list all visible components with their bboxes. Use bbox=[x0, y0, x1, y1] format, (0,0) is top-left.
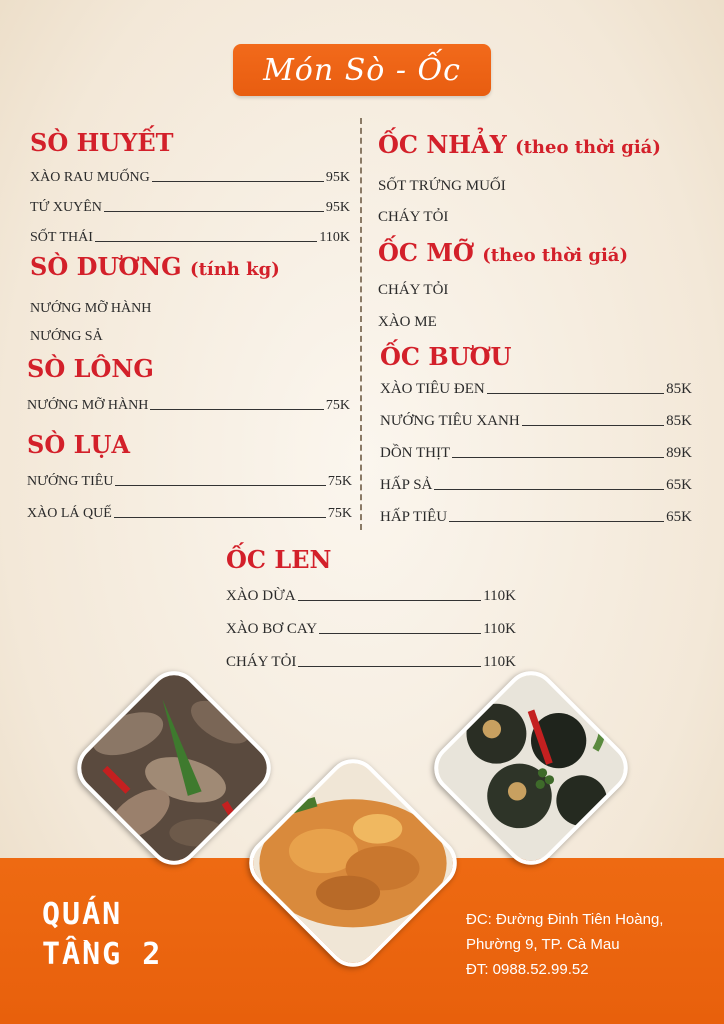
menu-item: NƯỚNG MỠ HÀNH bbox=[30, 301, 152, 316]
menu-item: CHÁY TỎI bbox=[378, 209, 449, 225]
section-title: ỐC MỠ (theo thời giá) bbox=[378, 238, 628, 267]
column-divider bbox=[360, 118, 362, 530]
address-line: ĐC: Đường Đinh Tiên Hoàng, bbox=[466, 911, 664, 928]
menu-item: SỐT TRỨNG MUỐI bbox=[378, 178, 506, 194]
menu-item: HẤP TIÊU 65K bbox=[380, 509, 692, 525]
shop-name: QUÁN TẦNG 2 bbox=[42, 897, 163, 972]
section-title: SÒ HUYẾT bbox=[30, 128, 174, 157]
section-title: ỐC BƯƠU bbox=[380, 342, 512, 371]
menu-item: XÀO TIÊU ĐEN 85K bbox=[380, 381, 692, 397]
menu-item: NƯỚNG MỠ HÀNH 75K bbox=[27, 398, 350, 413]
section-title: ỐC LEN bbox=[226, 545, 332, 574]
section-oc-mo bbox=[378, 238, 688, 331]
section-oc-len bbox=[226, 545, 516, 671]
section-title: ỐC NHẢY (theo thời giá) bbox=[378, 130, 661, 159]
phone-number: ĐT: 0988.52.99.52 bbox=[466, 961, 589, 978]
section-so-long bbox=[27, 354, 350, 414]
section-so-duong bbox=[30, 252, 350, 345]
contact-info bbox=[466, 907, 716, 982]
menu-item: DỒN THỊT 89K bbox=[380, 445, 692, 461]
menu-item: XÀO DỪA 110K bbox=[226, 588, 516, 604]
food-photo-snails-1 bbox=[67, 661, 282, 876]
section-title: SÒ DƯƠNG (tính kg) bbox=[30, 252, 280, 281]
menu-item: XÀO RAU MUỐNG 95K bbox=[30, 170, 350, 185]
menu-title: Món Sò - Ốc bbox=[233, 44, 491, 96]
menu-item: NƯỚNG TIÊU XANH 85K bbox=[380, 413, 692, 429]
menu-item: CHÁY TỎI bbox=[378, 282, 449, 298]
section-oc-buou bbox=[380, 342, 692, 526]
menu-item: XÀO ME bbox=[378, 314, 437, 330]
address-line: Phường 9, TP. Cà Mau bbox=[466, 936, 620, 953]
section-oc-nhay bbox=[378, 130, 688, 226]
menu-item: XÀO BƠ CAY 110K bbox=[226, 621, 516, 637]
menu-item: TỨ XUYÊN 95K bbox=[30, 200, 350, 215]
menu-item: NƯỚNG SẢ bbox=[30, 329, 103, 344]
food-photo-black-snails bbox=[424, 661, 639, 876]
section-so-lua bbox=[27, 430, 352, 522]
menu-item: NƯỚNG TIÊU 75K bbox=[27, 474, 352, 489]
menu-item: XÀO LÁ QUẾ 75K bbox=[27, 506, 352, 521]
menu-item: CHÁY TỎI 110K bbox=[226, 654, 516, 670]
menu-item: HẤP SẢ 65K bbox=[380, 477, 692, 493]
menu-item: SỐT THÁI 110K bbox=[30, 230, 350, 245]
section-title: SÒ LỤA bbox=[27, 430, 131, 459]
section-title: SÒ LÔNG bbox=[27, 354, 154, 383]
section-so-huyet bbox=[30, 128, 350, 246]
